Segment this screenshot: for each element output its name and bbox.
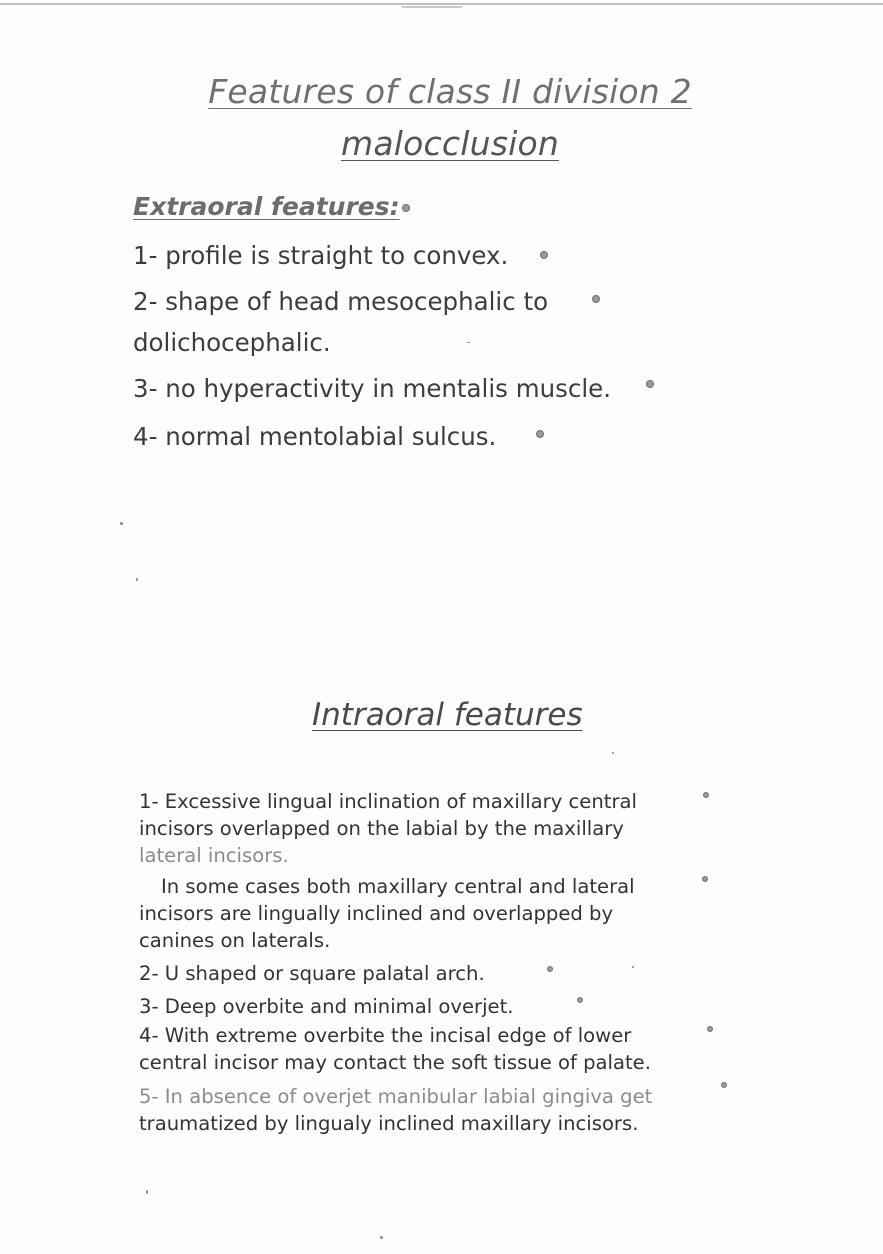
text-line: incisors are lingually inclined and overlapped by <box>139 902 614 925</box>
bullet-icon <box>646 380 654 388</box>
scan-speck <box>380 1236 383 1239</box>
intraoral-item-3 <box>139 993 709 1020</box>
intraoral-item-5 <box>139 1083 709 1137</box>
scan-speck <box>467 342 470 343</box>
scan-speck <box>120 522 123 525</box>
bullet-icon <box>536 430 544 438</box>
scan-speck <box>612 752 614 754</box>
text-line: 4- With extreme overbite the incisal edge of lower <box>139 1024 632 1047</box>
text-line: In some cases both maxillary central and lateral <box>161 875 635 898</box>
intraoral-heading: Intraoral features <box>312 697 583 733</box>
scan-speck <box>402 6 462 8</box>
bullet-icon <box>703 792 709 798</box>
bullet-icon <box>721 1082 727 1088</box>
intraoral-item-2 <box>139 960 709 987</box>
intraoral-item-4 <box>139 1022 709 1076</box>
text-line: canines on laterals. <box>139 929 331 952</box>
text-line: traumatized by lingualy inclined maxillary incisors. <box>139 1112 639 1135</box>
text-line: 5- In absence of overjet manibular labial gingiva get <box>139 1085 653 1108</box>
extraoral-item-2: 2- shape of head mesocephalic to <box>133 287 549 316</box>
bullet-icon <box>702 876 708 882</box>
bullet-icon <box>402 204 410 212</box>
text-line: central incisor may contact the soft tissue of palate. <box>139 1051 651 1074</box>
document-title-line-1: Features of class II division 2 <box>208 72 692 111</box>
extraoral-item-4: 4- normal mentolabial sulcus. <box>133 422 497 451</box>
extraoral-item-3: 3- no hyperactivity in mentalis muscle. <box>133 374 612 403</box>
bullet-icon <box>577 997 583 1003</box>
extraoral-item-2-continued: dolichocephalic. <box>133 328 331 357</box>
intraoral-item-1-note <box>139 873 709 954</box>
scan-speck <box>146 1190 148 1194</box>
text-line: lateral incisors. <box>139 844 289 867</box>
scan-edge-line <box>0 3 883 5</box>
text-line: 3- Deep overbite and minimal overjet. <box>139 995 514 1018</box>
text-line: 1- Excessive lingual inclination of maxillary central <box>139 790 637 813</box>
text-line: 2- U shaped or square palatal arch. <box>139 962 485 985</box>
intraoral-item-1 <box>139 788 709 869</box>
extraoral-item-1: 1- profile is straight to convex. <box>133 241 509 270</box>
bullet-icon <box>592 295 600 303</box>
scan-speck <box>136 578 138 581</box>
bullet-icon <box>547 966 553 972</box>
text-line: incisors overlapped on the labial by the maxillary <box>139 817 624 840</box>
bullet-icon <box>707 1026 713 1032</box>
document-title-line-2: malocclusion <box>341 124 559 163</box>
extraoral-heading: Extraoral features: <box>133 192 400 221</box>
bullet-icon <box>540 251 548 259</box>
